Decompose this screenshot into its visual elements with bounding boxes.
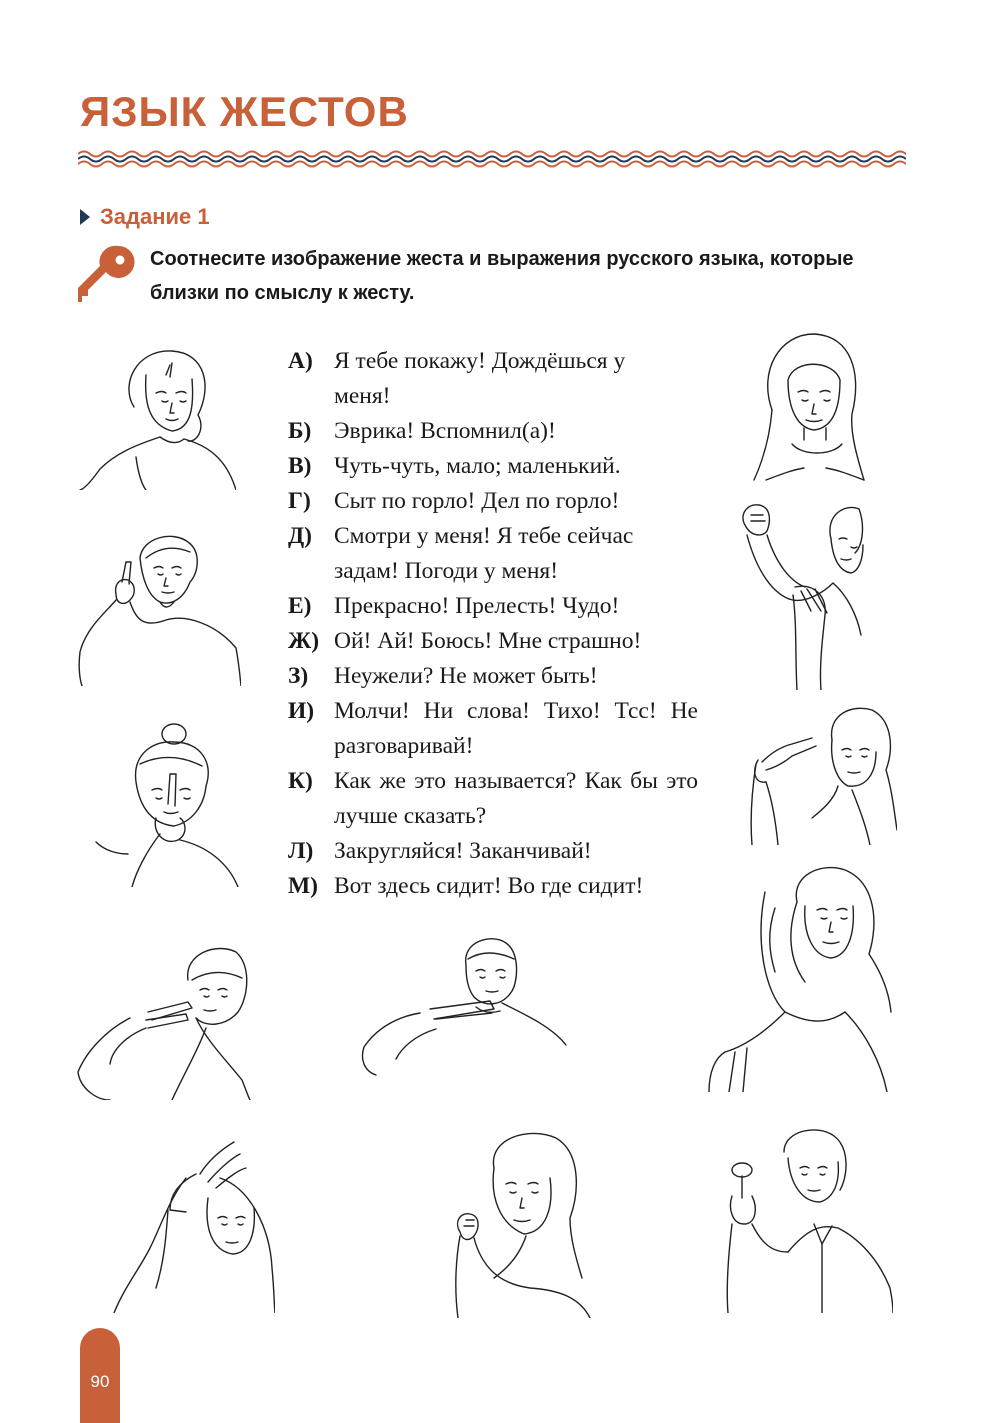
list-item	[288, 414, 698, 449]
gesture-illustration-hand-on-chest	[705, 862, 895, 1092]
phrase-letter: Л)	[288, 838, 314, 864]
phrase-letter: Ж)	[288, 628, 320, 654]
list-item	[288, 694, 698, 764]
list-item	[288, 519, 698, 589]
phrase-letter: Е)	[288, 593, 312, 619]
phrase-text: Я тебе покажу! Дождёшься у меня!	[334, 348, 626, 409]
phrase-list	[288, 344, 698, 904]
task-label: Задание 1	[100, 204, 210, 229]
phrase-text: Неужели? Не может быть!	[334, 663, 598, 689]
phrase-letter: Б)	[288, 418, 312, 444]
phrase-text: Как же это называется? Как бы это лучше сказать?	[334, 768, 698, 829]
phrase-text: Сыт по горло! Дел по горло!	[334, 488, 620, 514]
phrase-text: Чуть-чуть, мало; маленький.	[334, 453, 621, 479]
phrase-letter: М)	[288, 873, 319, 899]
gesture-illustration-hand-on-forehead	[100, 1138, 275, 1313]
phrase-text: Эврика! Вспомнил(а)!	[334, 418, 556, 444]
gesture-illustration-touching-forehead	[76, 345, 236, 490]
phrase-text: Вот здесь сидит! Во где сидит!	[334, 873, 644, 899]
gesture-illustration-shush	[76, 722, 241, 887]
triangle-bullet-icon	[80, 209, 90, 225]
page-number: 90	[90, 1372, 110, 1391]
list-item	[288, 589, 698, 624]
list-item	[288, 449, 698, 484]
list-item	[288, 624, 698, 659]
gesture-illustration-pinch-small	[742, 700, 897, 845]
phrase-letter: А)	[288, 348, 313, 374]
phrase-letter: В)	[288, 453, 312, 479]
phrase-letter: З)	[288, 663, 309, 689]
gesture-illustration-fist-raised	[735, 495, 865, 690]
phrase-text: Закругляйся! Заканчивай!	[334, 838, 592, 864]
list-item	[288, 834, 698, 869]
list-item	[288, 659, 698, 694]
gesture-illustration-finger-raised	[76, 528, 241, 686]
gesture-illustration-hand-at-throat	[76, 940, 251, 1100]
page-title: ЯЗЫК ЖЕСТОВ	[80, 88, 409, 135]
list-item	[288, 344, 698, 414]
gesture-illustration-hand-under-chin	[356, 935, 571, 1085]
list-item	[288, 484, 698, 519]
task-instruction: Соотнесите изображение жеста и выражения русского языка, которые близки по смыслу к жесту.	[150, 248, 854, 304]
phrase-text: Прекрасно! Прелесть! Чудо!	[334, 593, 620, 619]
phrase-letter: К)	[288, 768, 313, 794]
page-number-tab	[80, 1328, 120, 1423]
phrase-text: Смотри у меня! Я тебе сейчас задам! Погоди у меня!	[334, 523, 634, 584]
gesture-illustration-thumb-finger-tip	[718, 1128, 893, 1313]
gesture-illustration-neutral-face	[752, 330, 867, 490]
list-item	[288, 869, 698, 904]
key-icon	[78, 244, 136, 302]
phrase-letter: Г)	[288, 488, 311, 514]
decorative-wave-divider	[78, 148, 906, 168]
phrase-text: Молчи! Ни слова! Тихо! Тсс! Не разговаривай!	[334, 698, 698, 759]
phrase-text: Ой! Ай! Боюсь! Мне страшно!	[334, 628, 642, 654]
phrase-letter: И)	[288, 698, 315, 724]
list-item	[288, 764, 698, 834]
gesture-illustration-finger-flick	[430, 1128, 595, 1318]
task-header	[80, 204, 210, 230]
phrase-letter: Д)	[288, 523, 312, 549]
